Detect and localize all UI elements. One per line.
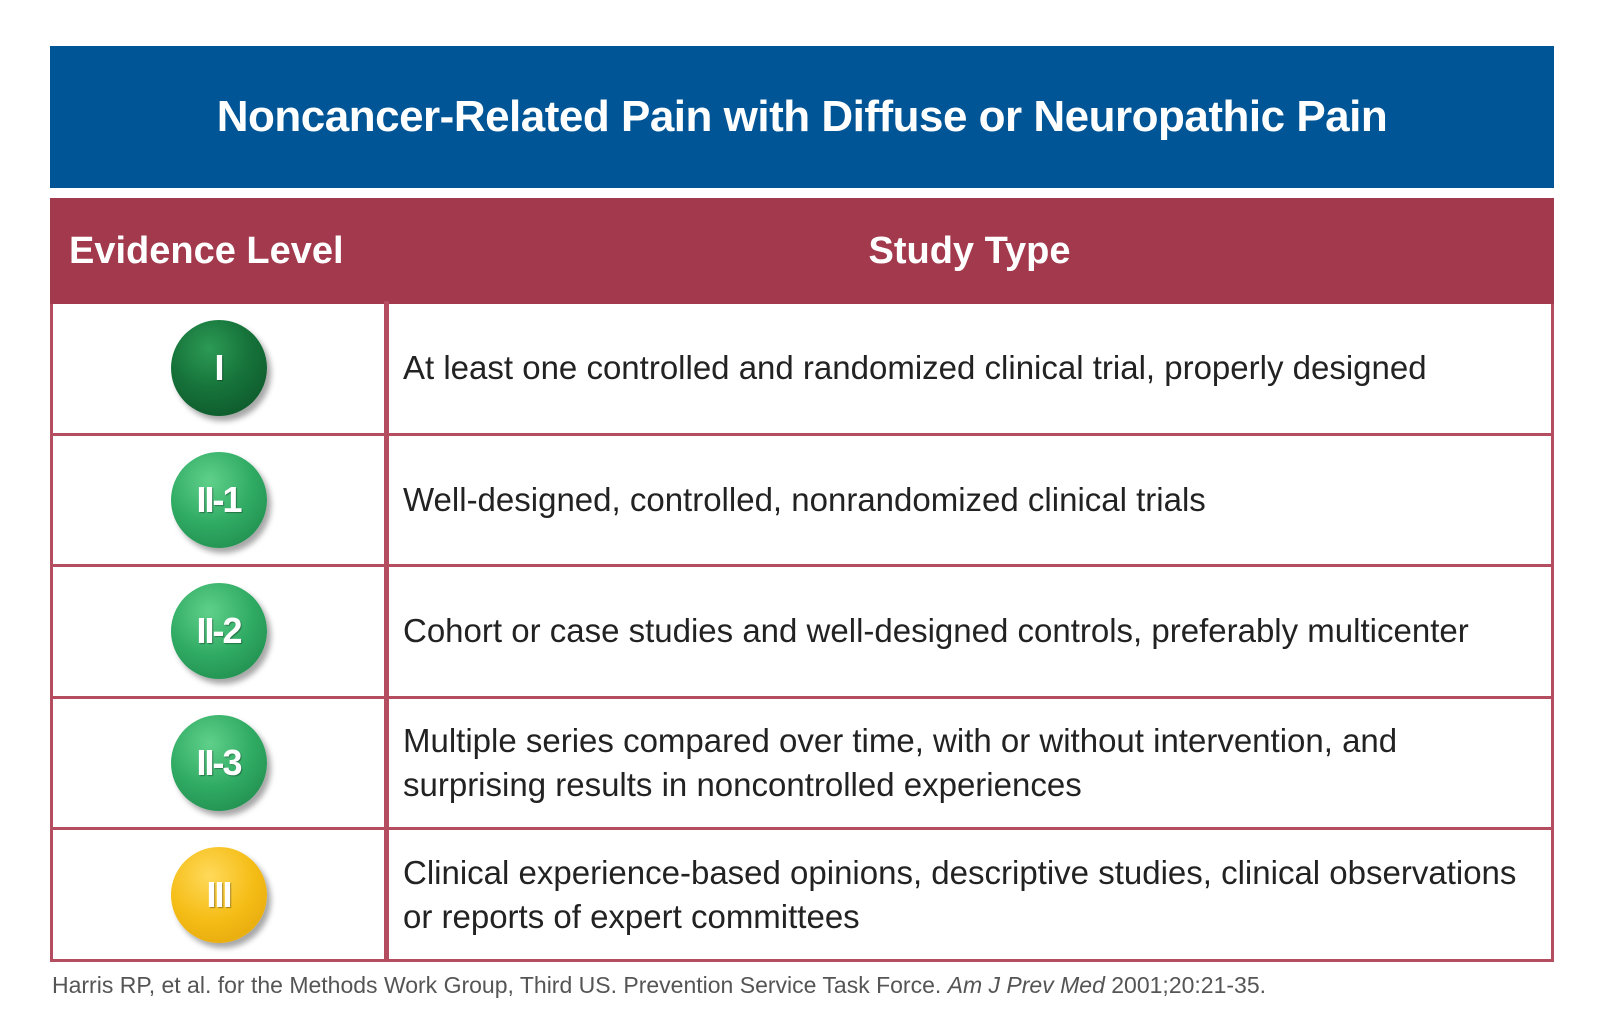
level-badge: II-2 <box>171 583 267 679</box>
header-study-type: Study Type <box>387 200 1553 303</box>
level-badge: II-3 <box>171 715 267 811</box>
study-type-cell: Cohort or case studies and well-designed controls, preferably multicenter <box>387 566 1553 698</box>
citation-text: Harris RP, et al. for the Methods Work Group, Third US. Prevention Service Task Force. <box>52 972 942 998</box>
table-row <box>52 303 1553 435</box>
evidence-level-cell <box>52 434 387 566</box>
level-badge: III <box>171 847 267 943</box>
table-row <box>52 697 1553 829</box>
citation-volume: 2001;20:21-35. <box>1111 972 1267 998</box>
evidence-level-cell <box>52 303 387 435</box>
evidence-level-cell <box>52 829 387 961</box>
level-badge: I <box>171 320 267 416</box>
evidence-table <box>50 198 1554 962</box>
level-badge: II-1 <box>171 452 267 548</box>
table-row <box>52 566 1553 698</box>
page-title: Noncancer-Related Pain with Diffuse or Neuropathic Pain <box>216 92 1388 141</box>
study-type-cell: Well-designed, controlled, nonrandomized clinical trials <box>387 434 1553 566</box>
title-bar <box>50 46 1554 188</box>
header-row <box>52 200 1553 303</box>
table-row <box>52 434 1553 566</box>
header-evidence-level: Evidence Level <box>52 200 387 303</box>
study-type-cell: Clinical experience-based opinions, descriptive studies, clinical observations or reports of expert committees <box>387 829 1553 961</box>
evidence-level-cell <box>52 697 387 829</box>
evidence-level-cell <box>52 566 387 698</box>
study-type-cell: Multiple series compared over time, with or without intervention, and surprising results in noncontrolled experiences <box>387 697 1553 829</box>
citation <box>52 972 1266 999</box>
citation-journal: Am J Prev Med <box>947 972 1105 998</box>
table-row <box>52 829 1553 961</box>
study-type-cell: At least one controlled and randomized clinical trial, properly designed <box>387 303 1553 435</box>
